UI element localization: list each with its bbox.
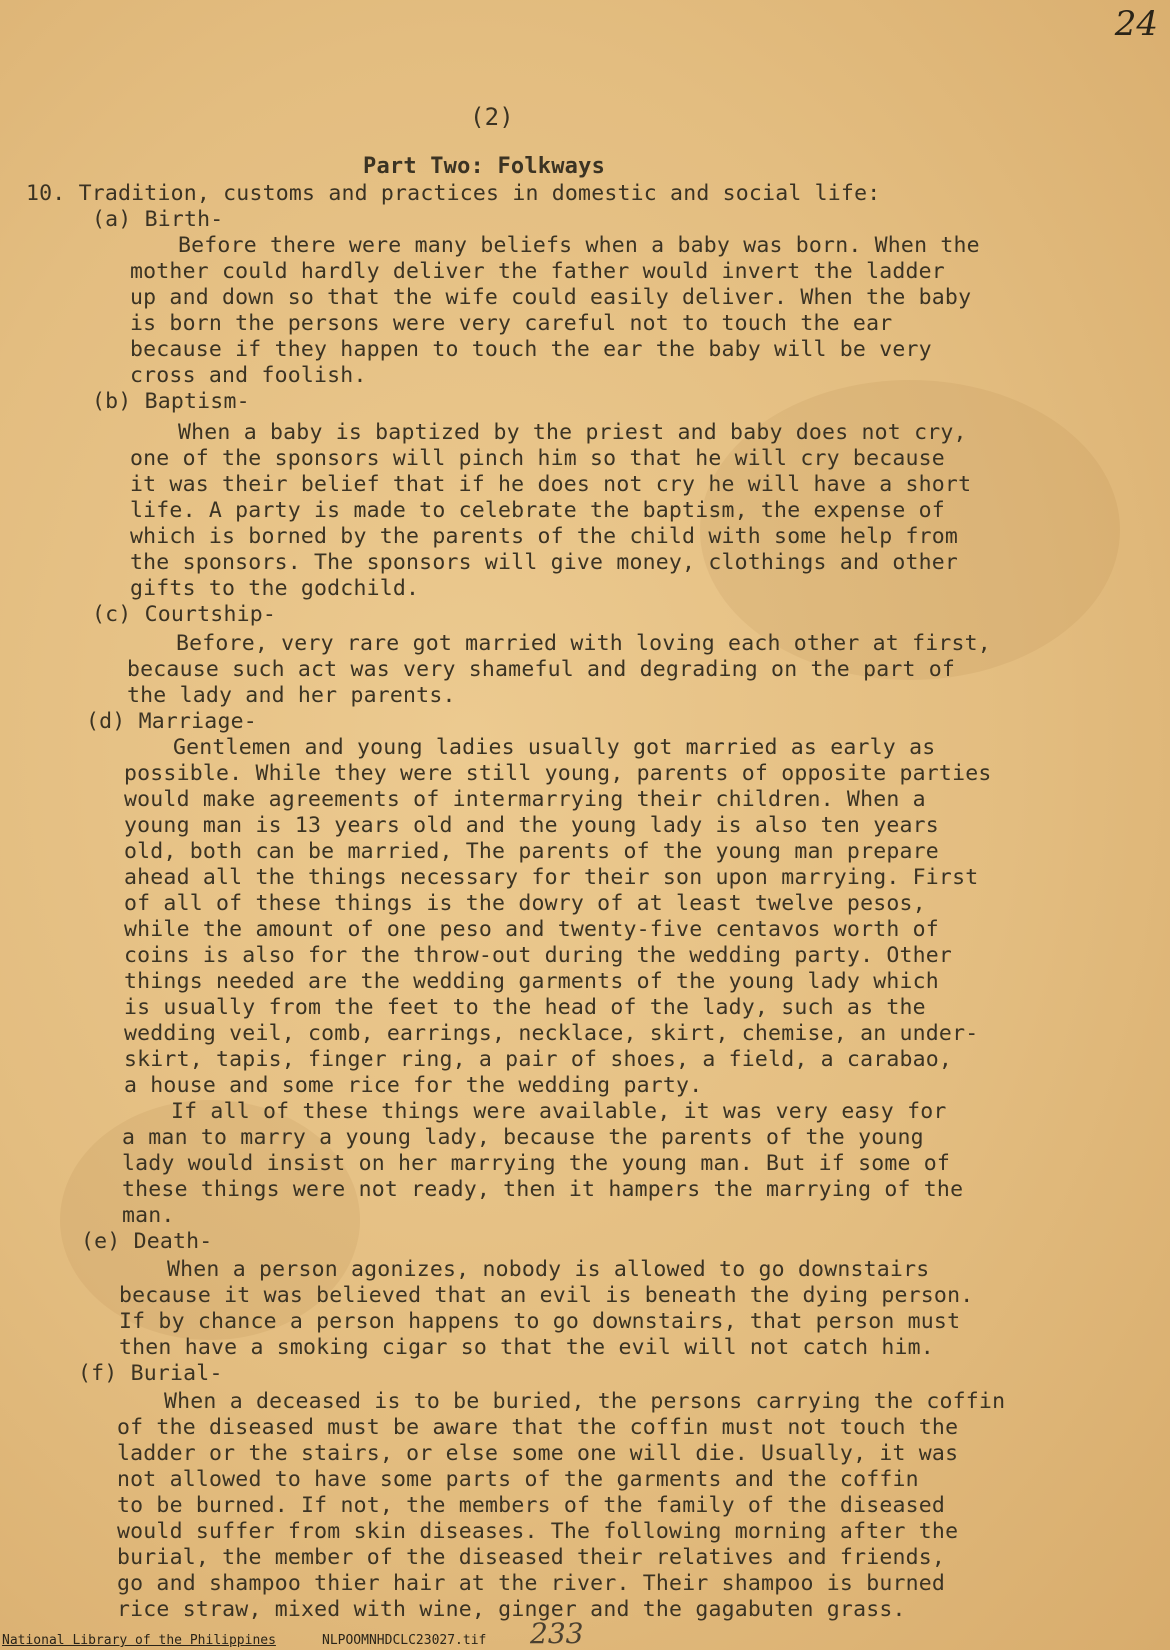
text-line: lady would insist on her marrying the young man. But if some of bbox=[122, 1151, 951, 1176]
text-line: the lady and her parents. bbox=[127, 683, 456, 708]
handwritten-number: 233 bbox=[530, 1617, 584, 1650]
text-line: is born the persons were very careful not to touch the ear bbox=[130, 311, 893, 336]
text-line: If by chance a person happens to go downstairs, that person must bbox=[119, 1309, 961, 1334]
text-line: rice straw, mixed with wine, ginger and the gagabuten grass. bbox=[117, 1597, 906, 1622]
text-line: Gentlemen and young ladies usually got married as early as bbox=[173, 735, 936, 760]
text-line: gifts to the godchild. bbox=[130, 576, 420, 601]
text-line: of the diseased must be aware that the coffin must not touch the bbox=[117, 1415, 959, 1440]
text-line: a man to marry a young lady, because the parents of the young bbox=[122, 1125, 924, 1150]
text-line: If all of these things were available, it was very easy for bbox=[171, 1099, 947, 1124]
text-line: these things were not ready, then it hampers the marrying of the bbox=[122, 1177, 964, 1202]
text-line: go and shampoo thier hair at the river. Their shampoo is burned bbox=[117, 1571, 946, 1596]
text-line: old, both can be married, The parents of the young man prepare bbox=[124, 839, 939, 864]
text-line: ahead all the things necessary for their son upon marrying. First bbox=[124, 865, 979, 890]
text-line: would suffer from skin diseases. The following morning after the bbox=[117, 1519, 959, 1544]
handwritten-page-mark: 24 bbox=[1114, 4, 1158, 44]
text-line: wedding veil, comb, earrings, necklace, skirt, chemise, an under- bbox=[124, 1021, 979, 1046]
text-line: When a person agonizes, nobody is allowed to go downstairs bbox=[167, 1257, 930, 1282]
text-line: it was their belief that if he does not cry he will have a short bbox=[130, 472, 972, 497]
text-line: things needed are the wedding garments of the young lady which bbox=[124, 969, 939, 994]
text-line: would make agreements of intermarrying their children. When a bbox=[124, 787, 926, 812]
file-code: NLPOOMNHDCLC23027.tif bbox=[322, 1633, 487, 1648]
subsection-heading-baptism: (b) Baptism- bbox=[92, 389, 250, 414]
text-line: cross and foolish. bbox=[130, 363, 367, 388]
text-line: man. bbox=[122, 1203, 175, 1228]
subsection-heading-courtship: (c) Courtship- bbox=[92, 602, 277, 627]
text-line: because such act was very shameful and degrading on the part of bbox=[127, 657, 956, 682]
subsection-heading-marriage: (d) Marriage- bbox=[86, 709, 257, 734]
subsection-heading-birth: (a) Birth- bbox=[92, 207, 224, 232]
text-line: is usually from the feet to the head of the lady, such as the bbox=[124, 995, 926, 1020]
text-line: of all of these things is the dowry of at least twelve pesos, bbox=[124, 891, 926, 916]
footer bbox=[0, 1617, 1170, 1650]
text-line: up and down so that the wife could easily deliver. When the baby bbox=[130, 285, 972, 310]
subsection-heading-death: (e) Death- bbox=[81, 1229, 213, 1254]
text-line: mother could hardly deliver the father would invert the ladder bbox=[130, 259, 945, 284]
text-line: which is borned by the parents of the child with some help from bbox=[130, 524, 959, 549]
library-name: National Library of the Philippines bbox=[2, 1633, 276, 1648]
text-line: young man is 13 years old and the young lady is also ten years bbox=[124, 813, 939, 838]
text-line: When a deceased is to be buried, the persons carrying the coffin bbox=[164, 1389, 1006, 1414]
text-line: one of the sponsors will pinch him so that he will cry because bbox=[130, 446, 945, 471]
text-line: to be burned. If not, the members of the family of the diseased bbox=[117, 1493, 946, 1518]
text-line: Before there were many beliefs when a baby was born. When the bbox=[178, 233, 980, 258]
text-line: When a baby is baptized by the priest and baby does not cry, bbox=[178, 420, 967, 445]
text-line: Before, very rare got married with loving each other at first, bbox=[176, 631, 991, 656]
text-line: possible. While they were still young, parents of opposite parties bbox=[124, 761, 992, 786]
text-line: life. A party is made to celebrate the baptism, the expense of bbox=[130, 498, 945, 523]
part-title: Part Two: Folkways bbox=[363, 154, 606, 179]
text-line: ladder or the stairs, or else some one will die. Usually, it was bbox=[117, 1441, 959, 1466]
text-line: while the amount of one peso and twenty-five centavos worth of bbox=[124, 917, 939, 942]
text-line: the sponsors. The sponsors will give money, clothings and other bbox=[130, 550, 959, 575]
text-line: burial, the member of the diseased their relatives and friends, bbox=[117, 1545, 946, 1570]
subsection-heading-burial: (f) Burial- bbox=[78, 1361, 223, 1386]
page-number: (2) bbox=[470, 103, 514, 131]
text-line: not allowed to have some parts of the garments and the coffin bbox=[117, 1467, 919, 1492]
text-line: a house and some rice for the wedding party. bbox=[124, 1073, 703, 1098]
text-line: because if they happen to touch the ear the baby will be very bbox=[130, 337, 932, 362]
section-heading: 10. Tradition, customs and practices in domestic and social life: bbox=[26, 181, 881, 206]
text-line: because it was believed that an evil is beneath the dying person. bbox=[119, 1283, 974, 1308]
text-line: then have a smoking cigar so that the evil will not catch him. bbox=[119, 1335, 934, 1360]
text-line: coins is also for the throw-out during the wedding party. Other bbox=[124, 943, 953, 968]
text-line: skirt, tapis, finger ring, a pair of shoes, a field, a carabao, bbox=[124, 1047, 953, 1072]
